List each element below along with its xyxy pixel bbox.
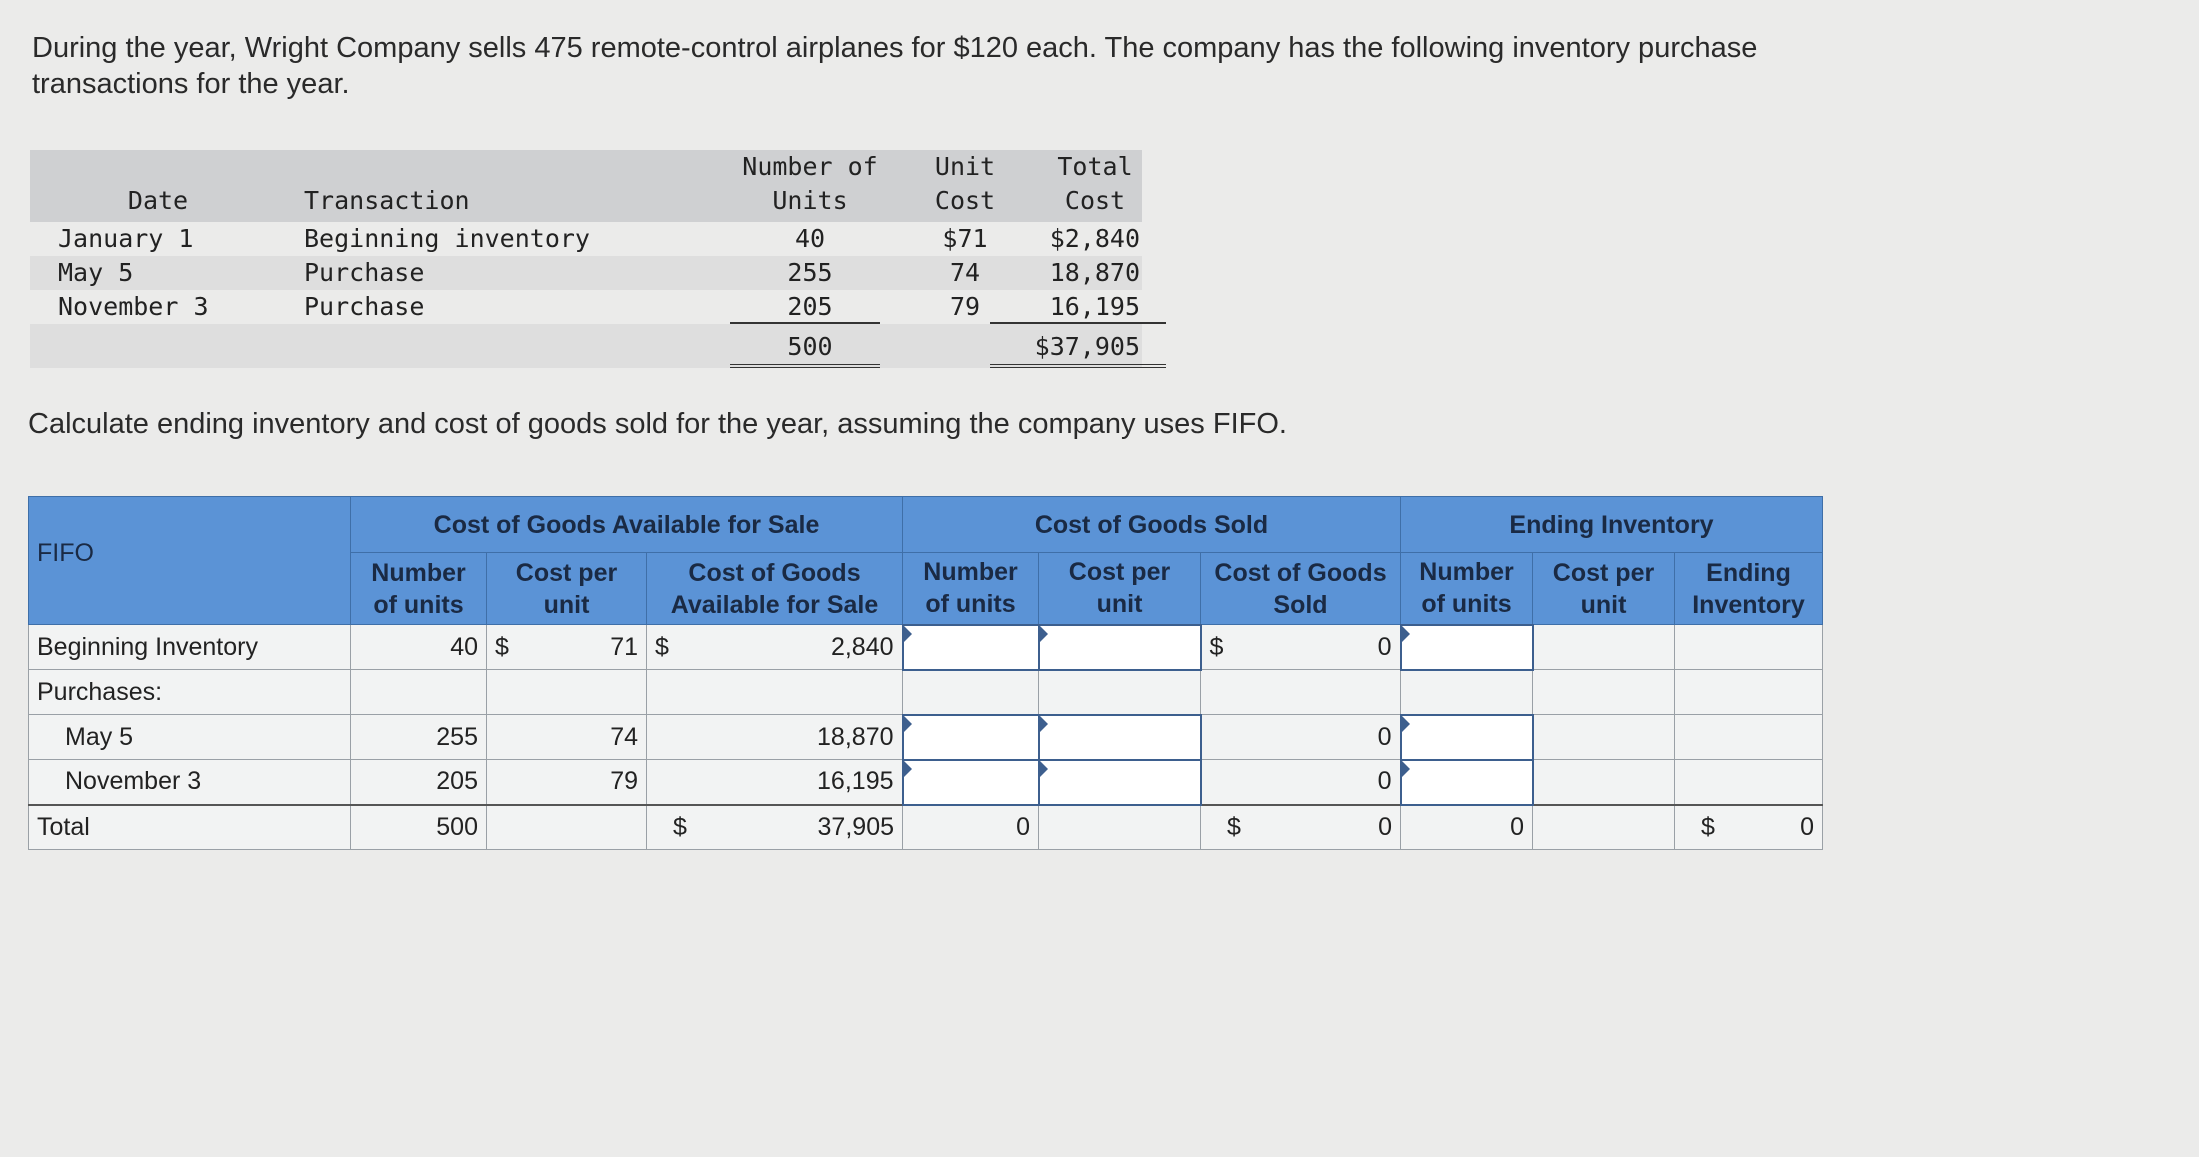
header-units-line1: Number of (742, 152, 878, 181)
beginning-cost-value: 71 (610, 632, 638, 661)
total-cogs-value: 0 (1378, 812, 1392, 841)
beginning-cost-per-unit (487, 625, 647, 670)
purchases-table (30, 150, 1142, 368)
total-ending-cost-per-unit (1533, 805, 1675, 850)
purchase-row (30, 222, 1142, 256)
subheader-ending-inventory: Ending Inventory (1675, 553, 1823, 625)
subheader-units: Number of units (351, 553, 487, 625)
units-double-underline (730, 364, 880, 368)
empty-cell (1675, 670, 1823, 715)
total-underline (990, 322, 1166, 324)
nov3-cogs: 0 (1201, 760, 1401, 805)
total-available-value: 37,905 (817, 812, 894, 841)
nov3-cost-per-unit: 79 (487, 760, 647, 805)
fifo-table (28, 496, 1823, 850)
nov3-ending-cost (1533, 760, 1675, 805)
nov3-units: 205 (351, 760, 487, 805)
beginning-ending-units-input[interactable] (1401, 625, 1533, 670)
total-cost: $37,905 (1034, 332, 1140, 361)
total-units: 500 (787, 332, 833, 361)
empty-cell (903, 670, 1039, 715)
purchase-total-row (30, 324, 1142, 368)
header-units-line2: Units (772, 186, 848, 215)
table-row (29, 670, 1823, 715)
row-date: May 5 (58, 258, 134, 287)
subheader-sold-units: Number of units (903, 553, 1039, 625)
table-row (29, 805, 1823, 850)
row-unit-cost: 79 (949, 292, 981, 321)
currency-symbol: $ (1227, 812, 1241, 841)
problem-statement (32, 30, 1932, 102)
total-double-underline (990, 364, 1166, 368)
group-header-available: Cost of Goods Available for Sale (351, 497, 903, 553)
beginning-available-value: 2,840 (830, 632, 894, 661)
row-units: 255 (787, 258, 833, 287)
problem-text-line-2: transactions for the year. (32, 68, 350, 100)
beginning-units: 40 (351, 625, 487, 670)
header-total-cost-line2: Cost (1064, 186, 1126, 215)
row-transaction: Purchase (304, 292, 425, 321)
row-unit-cost: $71 (942, 224, 988, 253)
header-unit-cost-line2: Cost (934, 186, 996, 215)
may5-cogs: 0 (1201, 715, 1401, 760)
nov3-available: 16,195 (647, 760, 903, 805)
row-transaction: Beginning inventory (304, 224, 590, 253)
row-label-purchases: Purchases: (29, 670, 351, 715)
nov3-sold-cost-input[interactable] (1039, 760, 1201, 805)
group-header-sold: Cost of Goods Sold (903, 497, 1401, 553)
row-units: 40 (794, 224, 826, 253)
may5-cost-per-unit: 74 (487, 715, 647, 760)
problem-text-line-1: During the year, Wright Company sells 475 remote-control airplanes for $120 each. The company has the following inventory purchase (32, 32, 1758, 64)
row-label-total: Total (29, 805, 351, 850)
row-date: November 3 (58, 292, 209, 321)
currency-symbol: $ (1209, 632, 1224, 661)
may5-sold-units-input[interactable] (903, 715, 1039, 760)
beginning-ending-cost (1533, 625, 1675, 670)
empty-cell (1201, 670, 1401, 715)
table-row (29, 760, 1823, 805)
may5-ending-inventory (1675, 715, 1823, 760)
may5-available: 18,870 (647, 715, 903, 760)
empty-cell (1401, 670, 1533, 715)
beginning-cogs (1201, 625, 1401, 670)
question-text: Calculate ending inventory and cost of goods sold for the year, assuming the company uses FIFO. (28, 408, 1287, 440)
total-cogs (1201, 805, 1401, 850)
header-date: Date (127, 186, 189, 215)
subheader-ending-units: Number of units (1401, 553, 1533, 625)
subheader-cogafs: Cost of Goods Available for Sale (647, 553, 903, 625)
header-total-cost-line1: Total (1057, 152, 1133, 181)
row-label-beginning-inventory: Beginning Inventory (29, 625, 351, 670)
header-unit-cost-line1: Unit (934, 152, 996, 181)
units-underline (730, 322, 880, 324)
row-total-cost: 18,870 (1049, 258, 1140, 287)
total-sold-cost-per-unit (1039, 805, 1201, 850)
empty-cell (351, 670, 487, 715)
beginning-ending-inventory (1675, 625, 1823, 670)
subheader-cogs: Cost of Goods Sold (1201, 553, 1401, 625)
currency-symbol: $ (655, 632, 669, 661)
empty-cell (487, 670, 647, 715)
purchases-table-header (30, 150, 1142, 222)
subheader-sold-cost-per-unit: Cost per unit (1039, 553, 1201, 625)
total-available (647, 805, 903, 850)
nov3-ending-units-input[interactable] (1401, 760, 1533, 805)
beginning-sold-units-input[interactable] (903, 625, 1039, 670)
row-units: 205 (787, 292, 833, 321)
total-sold-units: 0 (903, 805, 1039, 850)
table-row (29, 715, 1823, 760)
empty-cell (1533, 670, 1675, 715)
currency-symbol: $ (1701, 812, 1715, 841)
row-total-cost: $2,840 (1049, 224, 1140, 253)
total-ending-units: 0 (1401, 805, 1533, 850)
may5-units: 255 (351, 715, 487, 760)
beginning-cogs-value: 0 (1377, 632, 1392, 661)
empty-cell (647, 670, 903, 715)
currency-symbol: $ (495, 632, 509, 661)
row-unit-cost: 74 (949, 258, 981, 287)
row-label-nov3: November 3 (29, 760, 351, 805)
row-date: January 1 (58, 224, 194, 253)
total-cost-per-unit (487, 805, 647, 850)
total-units: 500 (351, 805, 487, 850)
row-total-cost: 16,195 (1049, 292, 1140, 321)
row-label-may5: May 5 (29, 715, 351, 760)
purchase-row (30, 290, 1142, 324)
beginning-sold-cost-input[interactable] (1039, 625, 1201, 670)
table-row (29, 625, 1823, 670)
fifo-corner-label: FIFO (29, 497, 351, 625)
subheader-cost-per-unit: Cost per unit (487, 553, 647, 625)
group-header-ending: Ending Inventory (1401, 497, 1823, 553)
may5-ending-units-input[interactable] (1401, 715, 1533, 760)
row-transaction: Purchase (304, 258, 425, 287)
purchase-row (30, 256, 1142, 290)
total-ending-inventory-value: 0 (1800, 812, 1814, 841)
may5-ending-cost (1533, 715, 1675, 760)
nov3-ending-inventory (1675, 760, 1823, 805)
header-transaction: Transaction (304, 186, 470, 215)
total-ending-inventory (1675, 805, 1823, 850)
empty-cell (1039, 670, 1201, 715)
may5-sold-cost-input[interactable] (1039, 715, 1201, 760)
currency-symbol: $ (673, 812, 687, 841)
subheader-ending-cost-per-unit: Cost per unit (1533, 553, 1675, 625)
nov3-sold-units-input[interactable] (903, 760, 1039, 805)
beginning-available (647, 625, 903, 670)
